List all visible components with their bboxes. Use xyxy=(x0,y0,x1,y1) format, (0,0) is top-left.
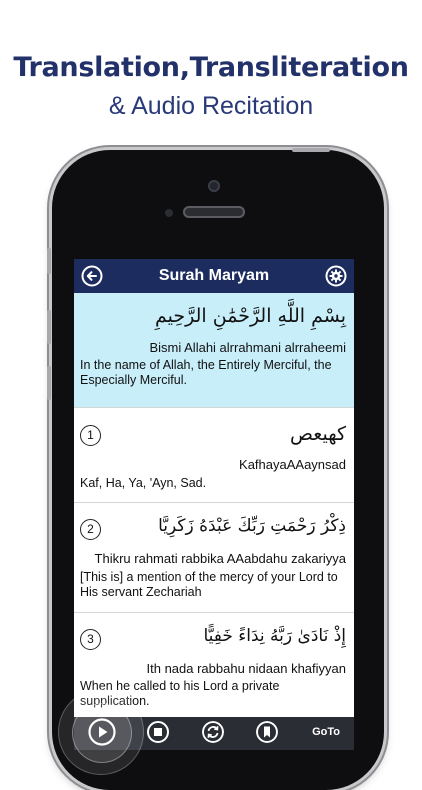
verse-arabic: ذِكْرُ رَحْمَتِ رَبِّكَ عَبْدَهُ زَكَرِيَّا xyxy=(158,516,346,536)
promo-title: Translation,Transliteration xyxy=(13,52,409,83)
repeat-icon[interactable] xyxy=(202,721,224,743)
bismillah-section[interactable] xyxy=(74,293,354,407)
earpiece-speaker xyxy=(183,206,245,218)
verse-row[interactable] xyxy=(74,502,354,613)
verse-number-badge: 3 xyxy=(80,629,101,650)
phone-mute-switch xyxy=(47,248,51,274)
verse-arabic: كهيعص xyxy=(290,423,346,445)
front-camera xyxy=(208,180,220,192)
verse-arabic: إِذْ نَادَىٰ رَبَّهُ نِدَاءً خَفِيًّا xyxy=(203,626,346,646)
surah-title: Surah Maryam xyxy=(158,267,270,284)
bismillah-translation: In the name of Allah, the Entirely Merciful, the Especially Merciful. xyxy=(80,358,332,387)
verse-translation: When he called to his Lord a private supplication. xyxy=(80,679,280,708)
bismillah-transliteration: Bismi Allahi alrrahmani alrraheemi xyxy=(149,340,346,355)
bookmark-icon[interactable] xyxy=(256,721,278,743)
stop-icon[interactable] xyxy=(147,721,169,743)
phone-volume-down-button xyxy=(47,366,51,400)
verse-transliteration: Ith nada rabbahu nidaan khafiyyan xyxy=(146,661,346,676)
verse-transliteration: Thikru rahmati rabbika AAabdahu zakariyya xyxy=(94,551,346,566)
phone-power-button xyxy=(292,148,330,152)
app-header xyxy=(74,259,354,293)
gear-icon[interactable] xyxy=(325,265,347,287)
verse-translation: [This is] a mention of the mercy of your Lord to His servant Zechariah xyxy=(80,570,338,599)
verse-translation: Kaf, Ha, Ya, 'Ayn, Sad. xyxy=(80,476,207,490)
verse-row[interactable] xyxy=(74,407,354,503)
app-screen xyxy=(74,259,354,750)
goto-button[interactable]: GoTo xyxy=(312,726,340,738)
proximity-sensor xyxy=(165,209,173,217)
promo-subtitle: & Audio Recitation xyxy=(108,92,314,120)
verse-number-badge: 2 xyxy=(80,519,101,540)
phone-volume-up-button xyxy=(47,310,51,344)
verse-number-badge: 1 xyxy=(80,425,101,446)
bismillah-arabic: بِسْمِ اللَّهِ الرَّحْمَٰنِ الرَّحِيمِ xyxy=(155,305,346,327)
play-icon[interactable] xyxy=(88,718,116,746)
verse-transliteration: KafhayaAAaynsad xyxy=(239,457,346,472)
